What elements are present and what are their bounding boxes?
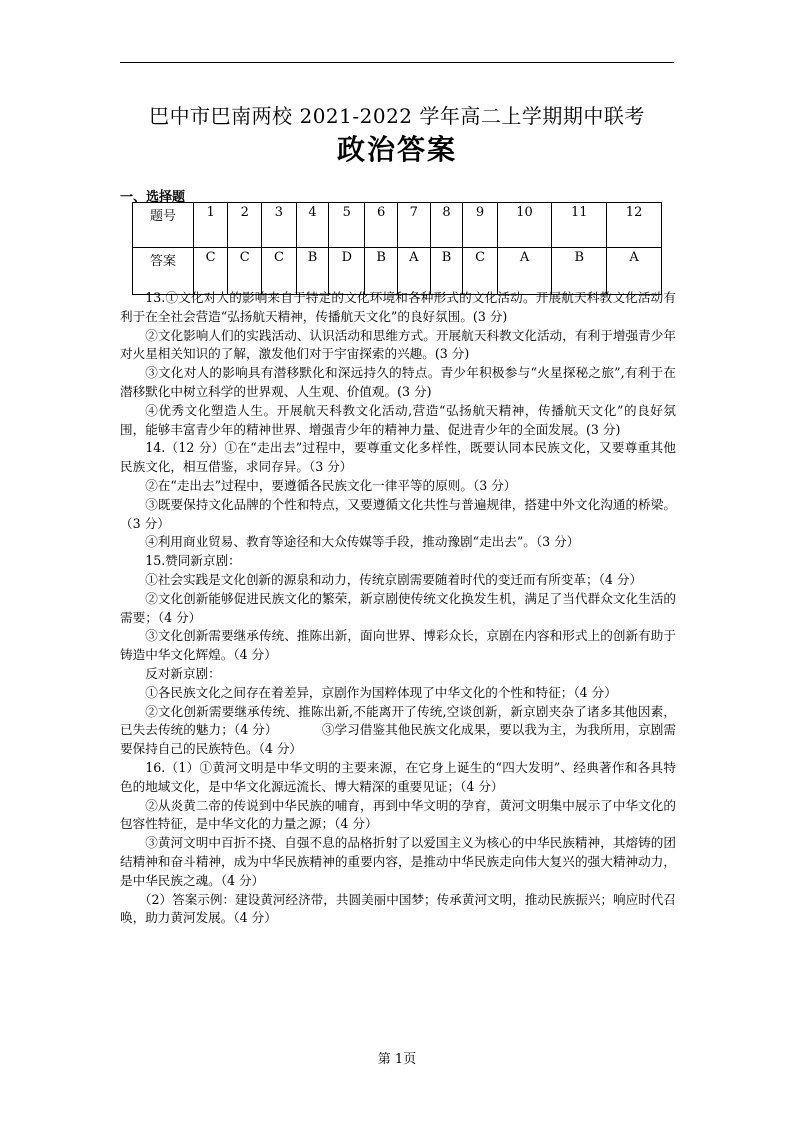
answer-cell: A bbox=[398, 248, 430, 295]
answer-paragraph: ②文化创新能够促进民族文化的繁荣，新京剧使传统文化换发生机，满足了当代群众文化生活的需要；（4 分） bbox=[120, 590, 676, 625]
answer-cell: C bbox=[194, 248, 228, 295]
question-number: 8 bbox=[430, 203, 463, 248]
answer-paragraph: ③文化对人的影响具有潜移默化和深远持久的特点。青少年积极参与“火星探秘之旅”,有利于在潜移默化中树立科学的世界观、人生观、价值观。(3 分) bbox=[120, 365, 676, 399]
answer-table-number-row bbox=[133, 203, 662, 248]
answer-paragraph: ③既要保持文化品牌的个性和特点，又要遵循文化共性与普遍规律，搭建中外文化沟通的桥梁。（3 分） bbox=[120, 496, 676, 531]
answer-paragraph: 16.（1）①黄河文明是中华文明的主要来源，在它身上诞生的“四大发明”、经典著作和各具特色的地域文化，是中华文化源远流长、博大精深的重要见证；（4 分） bbox=[120, 759, 676, 794]
answer-paragraph: 13.①文化对人的影响来自于特定的文化环境和各种形式的文化活动。开展航天科教文化活动有利于在全社会营造“弘扬航天精神，传播航天文化”的良好氛围。(3 分) bbox=[120, 290, 676, 324]
answer-paragraph: ④优秀文化塑造人生。开展航天科教文化活动,营造“弘扬航天精神，传播航天文化”的良好氛围，能够丰富青少年的精神世界、增强青少年的精神力量、促进青少年的全面发展。(3 分) bbox=[120, 402, 676, 437]
answer-paragraph: ③文化创新需要继承传统、推陈出新，面向世界、博彩众长，京剧在内容和形式上的创新有助于铸造中华文化辉煌。（4 分） bbox=[120, 628, 676, 663]
answer-cell: C bbox=[463, 248, 497, 295]
answer-paragraph: 14.（12 分）①在“走出去”过程中，要尊重文化多样性，既要认同本民族文化，又要尊重其他民族文化，相互借鉴，求同存异。（3 分） bbox=[120, 440, 676, 475]
answer-paragraph: ②文化影响人们的实践活动、认识活动和思维方式。开展航天科教文化活动，有利于增强青少年对火星相关知识的了解，激发他们对于宇宙探索的兴趣。(3 分) bbox=[120, 327, 676, 362]
answer-paragraph: ②从炎黄二帝的传说到中华民族的哺育，再到中华文明的孕育，黄河文明集中展示了中华文化的包容性特征，是中华文化的力量之源；（4 分） bbox=[120, 797, 676, 832]
answer-paragraph: ②在“走出去”过程中，要遵循各民族文化一律平等的原则。（3 分） bbox=[145, 477, 517, 493]
answer-paragraph: 15.赞同新京剧： bbox=[145, 553, 241, 569]
document-subtitle: 政治答案 bbox=[336, 133, 457, 166]
answer-cell: B bbox=[296, 248, 329, 295]
question-number: 5 bbox=[329, 203, 365, 248]
answer-cell: C bbox=[262, 248, 296, 295]
header-rule bbox=[120, 62, 674, 63]
question-number: 9 bbox=[463, 203, 497, 248]
answer-cell: B bbox=[552, 248, 607, 295]
answer-table bbox=[132, 202, 662, 295]
question-number: 10 bbox=[497, 203, 552, 248]
answer-cell: C bbox=[228, 248, 262, 295]
question-number: 2 bbox=[228, 203, 262, 248]
answer-paragraph: ①社会实践是文化创新的源泉和动力，传统京剧需要随着时代的变迁而有所变革；（4 分） bbox=[145, 571, 643, 587]
question-number: 12 bbox=[607, 203, 662, 248]
answer-paragraph: ④利用商业贸易、教育等途径和大众传媒等手段，推动豫剧“走出去”。（3 分） bbox=[145, 534, 580, 550]
answer-paragraph: ②文化创新需要继承传统、推陈出新,不能离开了传统,空谈创新，新京剧夹杂了诸多其他因素，已失去传统的魅力；（4 分） ③学习借鉴其他民族文化成果，要以我为主，为我所用，京剧需要保持自己的民族特色。（4 分） bbox=[120, 703, 676, 757]
question-number: 6 bbox=[365, 203, 398, 248]
page-number: 第 1页 bbox=[377, 1052, 417, 1067]
row-label-number: 题号 bbox=[133, 203, 194, 248]
answer-paragraph: 反对新京剧： bbox=[145, 665, 221, 681]
question-number: 11 bbox=[552, 203, 607, 248]
answer-cell: D bbox=[329, 248, 365, 295]
question-number: 7 bbox=[398, 203, 430, 248]
question-number: 1 bbox=[194, 203, 228, 248]
question-number: 4 bbox=[296, 203, 329, 248]
section-heading-choice: 一、选择题 bbox=[120, 190, 186, 205]
answer-cell: B bbox=[430, 248, 463, 295]
answer-paragraph: （2）答案示例：建设黄河经济带，共圆美丽中国梦；传承黄河文明，推动民族振兴；响应时代召唤，助力黄河发展。（4 分） bbox=[120, 891, 676, 926]
answer-cell: B bbox=[365, 248, 398, 295]
question-number: 3 bbox=[262, 203, 296, 248]
answer-cell: A bbox=[607, 248, 662, 295]
answer-body bbox=[120, 289, 676, 928]
answer-paragraph: ③黄河文明中百折不挠、自强不息的品格折射了以爱国主义为核心的中华民族精神，其熔铸的团结精神和奋斗精神，成为中华民族精神的重要内容，是推动中华民族走向伟大复兴的强大精神动力，是中华民族之魂。（4 分） bbox=[120, 835, 676, 888]
answer-table-answer-row bbox=[133, 248, 662, 295]
row-label-answer: 答案 bbox=[133, 248, 194, 295]
document-title: 巴中市巴南两校 2021-2022 学年高二上学期期中联考 bbox=[149, 104, 645, 128]
answer-paragraph: ①各民族文化之间存在着差异，京剧作为国粹体现了中华文化的个性和特征；（4 分） bbox=[145, 684, 617, 700]
answer-cell: A bbox=[497, 248, 552, 295]
